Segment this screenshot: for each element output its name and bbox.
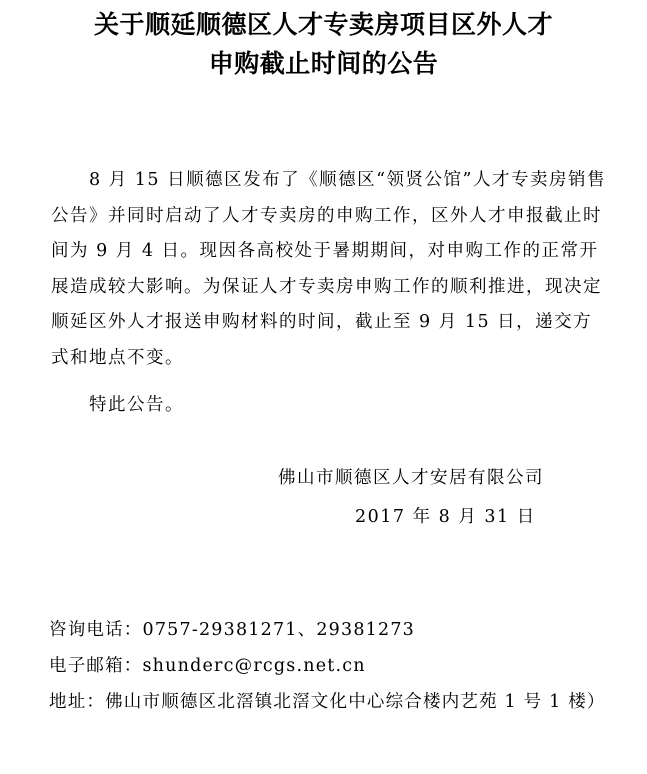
body-paragraph-closing: 特此公告。 — [89, 395, 184, 415]
signature-organization: 佛山市顺德区人才安居有限公司 — [278, 468, 544, 488]
contact-email: 电子邮箱：shunderc@rcgs.net.cn — [49, 656, 366, 676]
body-paragraph-main: 8 月 15 日顺德区发布了《顺德区“领贤公馆”人才专卖房销售公告》并同时启动了人才专卖房的申购工作，区外人才申报截止时间为 9 月 4 日。现因各高校处于暑期期间，对申购工作的正常开展造成较大影响。为保证人才专卖房申购工作的顺利推进，现决定顺延区外人才报送申购材料的时间，截止至 9 月 15 日，递交方式和地点不变。 — [51, 170, 606, 368]
contact-phone: 咨询电话：0757-29381271、29381273 — [49, 620, 415, 640]
contact-address: 地址：佛山市顺德区北滘镇北滘文化中心综合楼内艺苑 1 号 1 楼） — [49, 692, 606, 712]
title-line-2: 申购截止时间的公告 — [208, 49, 439, 78]
title-line-1: 关于顺延顺德区人才专卖房项目区外人才 — [93, 10, 553, 39]
signature-date: 2017 年 8 月 31 日 — [355, 507, 536, 527]
